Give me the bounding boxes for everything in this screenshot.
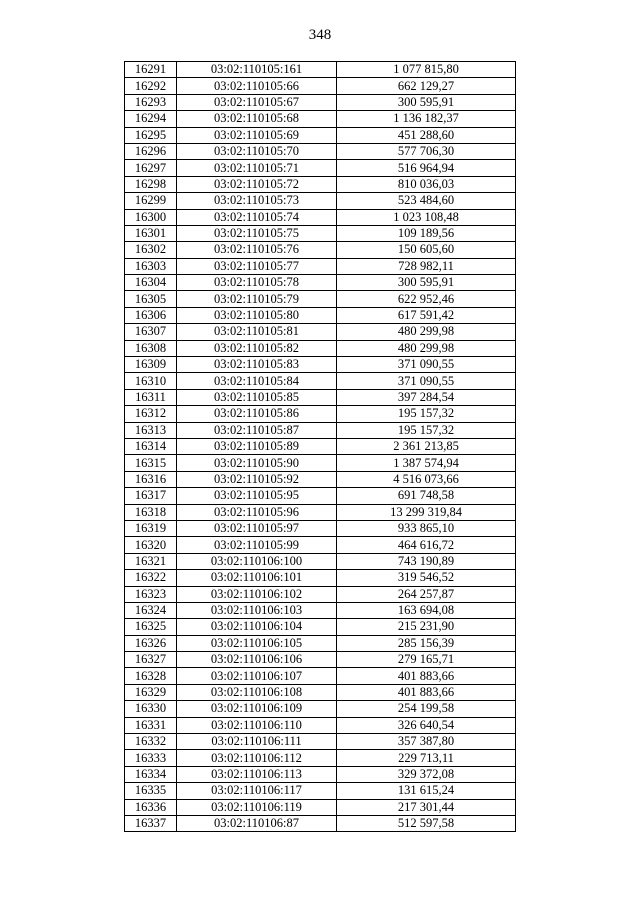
row-number-cell: 16327 xyxy=(125,652,177,668)
table-row xyxy=(125,127,516,143)
row-number-cell: 16309 xyxy=(125,357,177,373)
value-cell: 195 157,32 xyxy=(337,406,516,422)
table-row xyxy=(125,586,516,602)
table-row xyxy=(125,815,516,831)
value-cell: 357 387,80 xyxy=(337,734,516,750)
value-cell: 728 982,11 xyxy=(337,258,516,274)
table-row xyxy=(125,258,516,274)
value-cell: 326 640,54 xyxy=(337,717,516,733)
table-row xyxy=(125,570,516,586)
table-row xyxy=(125,209,516,225)
table-row xyxy=(125,504,516,520)
table-row xyxy=(125,455,516,471)
table-row xyxy=(125,111,516,127)
value-cell: 464 616,72 xyxy=(337,537,516,553)
row-number-cell: 16308 xyxy=(125,340,177,356)
table-row xyxy=(125,635,516,651)
cadastral-number-cell: 03:02:110106:107 xyxy=(177,668,337,684)
row-number-cell: 16316 xyxy=(125,471,177,487)
row-number-cell: 16295 xyxy=(125,127,177,143)
value-cell: 150 605,60 xyxy=(337,242,516,258)
row-number-cell: 16323 xyxy=(125,586,177,602)
cadastral-number-cell: 03:02:110105:75 xyxy=(177,225,337,241)
row-number-cell: 16314 xyxy=(125,438,177,454)
value-cell: 4 516 073,66 xyxy=(337,471,516,487)
cadastral-number-cell: 03:02:110106:102 xyxy=(177,586,337,602)
row-number-cell: 16315 xyxy=(125,455,177,471)
row-number-cell: 16297 xyxy=(125,160,177,176)
table-row xyxy=(125,750,516,766)
table-row xyxy=(125,406,516,422)
table-row xyxy=(125,78,516,94)
table-row xyxy=(125,176,516,192)
cadastral-number-cell: 03:02:110105:74 xyxy=(177,209,337,225)
table-row xyxy=(125,94,516,110)
cadastral-number-cell: 03:02:110105:72 xyxy=(177,176,337,192)
row-number-cell: 16317 xyxy=(125,488,177,504)
cadastral-number-cell: 03:02:110105:69 xyxy=(177,127,337,143)
row-number-cell: 16293 xyxy=(125,94,177,110)
row-number-cell: 16324 xyxy=(125,602,177,618)
cadastral-number-cell: 03:02:110106:112 xyxy=(177,750,337,766)
value-cell: 371 090,55 xyxy=(337,373,516,389)
value-cell: 480 299,98 xyxy=(337,324,516,340)
row-number-cell: 16330 xyxy=(125,701,177,717)
value-cell: 215 231,90 xyxy=(337,619,516,635)
table-row xyxy=(125,717,516,733)
table-row xyxy=(125,438,516,454)
cadastral-number-cell: 03:02:110105:90 xyxy=(177,455,337,471)
cadastral-number-cell: 03:02:110105:66 xyxy=(177,78,337,94)
row-number-cell: 16318 xyxy=(125,504,177,520)
value-cell: 933 865,10 xyxy=(337,520,516,536)
cadastral-number-cell: 03:02:110105:83 xyxy=(177,357,337,373)
cadastral-number-cell: 03:02:110106:113 xyxy=(177,766,337,782)
value-cell: 285 156,39 xyxy=(337,635,516,651)
table-row xyxy=(125,471,516,487)
row-number-cell: 16320 xyxy=(125,537,177,553)
value-cell: 397 284,54 xyxy=(337,389,516,405)
cadastral-number-cell: 03:02:110106:119 xyxy=(177,799,337,815)
row-number-cell: 16331 xyxy=(125,717,177,733)
row-number-cell: 16300 xyxy=(125,209,177,225)
cadastral-number-cell: 03:02:110105:97 xyxy=(177,520,337,536)
row-number-cell: 16310 xyxy=(125,373,177,389)
cadastral-number-cell: 03:02:110106:111 xyxy=(177,734,337,750)
row-number-cell: 16302 xyxy=(125,242,177,258)
value-cell: 109 189,56 xyxy=(337,225,516,241)
row-number-cell: 16337 xyxy=(125,815,177,831)
cadastral-number-cell: 03:02:110106:106 xyxy=(177,652,337,668)
registry-table xyxy=(124,61,516,832)
value-cell: 131 615,24 xyxy=(337,783,516,799)
row-number-cell: 16306 xyxy=(125,307,177,323)
cadastral-number-cell: 03:02:110105:68 xyxy=(177,111,337,127)
row-number-cell: 16296 xyxy=(125,143,177,159)
cadastral-number-cell: 03:02:110105:99 xyxy=(177,537,337,553)
row-number-cell: 16332 xyxy=(125,734,177,750)
cadastral-number-cell: 03:02:110105:78 xyxy=(177,275,337,291)
table-row xyxy=(125,422,516,438)
cadastral-number-cell: 03:02:110105:161 xyxy=(177,62,337,78)
value-cell: 617 591,42 xyxy=(337,307,516,323)
value-cell: 512 597,58 xyxy=(337,815,516,831)
row-number-cell: 16303 xyxy=(125,258,177,274)
table-row xyxy=(125,537,516,553)
row-number-cell: 16328 xyxy=(125,668,177,684)
cadastral-number-cell: 03:02:110105:85 xyxy=(177,389,337,405)
table-row xyxy=(125,275,516,291)
value-cell: 217 301,44 xyxy=(337,799,516,815)
row-number-cell: 16319 xyxy=(125,520,177,536)
row-number-cell: 16307 xyxy=(125,324,177,340)
row-number-cell: 16304 xyxy=(125,275,177,291)
cadastral-number-cell: 03:02:110105:87 xyxy=(177,422,337,438)
cadastral-number-cell: 03:02:110105:71 xyxy=(177,160,337,176)
table-row xyxy=(125,652,516,668)
cadastral-number-cell: 03:02:110106:103 xyxy=(177,602,337,618)
value-cell: 401 883,66 xyxy=(337,668,516,684)
table-row xyxy=(125,193,516,209)
table-row xyxy=(125,373,516,389)
cadastral-number-cell: 03:02:110105:77 xyxy=(177,258,337,274)
row-number-cell: 16321 xyxy=(125,553,177,569)
cadastral-number-cell: 03:02:110106:87 xyxy=(177,815,337,831)
cadastral-number-cell: 03:02:110105:79 xyxy=(177,291,337,307)
row-number-cell: 16313 xyxy=(125,422,177,438)
table-row xyxy=(125,307,516,323)
value-cell: 254 199,58 xyxy=(337,701,516,717)
value-cell: 195 157,32 xyxy=(337,422,516,438)
value-cell: 1 387 574,94 xyxy=(337,455,516,471)
row-number-cell: 16336 xyxy=(125,799,177,815)
value-cell: 13 299 319,84 xyxy=(337,504,516,520)
value-cell: 2 361 213,85 xyxy=(337,438,516,454)
row-number-cell: 16312 xyxy=(125,406,177,422)
cadastral-number-cell: 03:02:110105:95 xyxy=(177,488,337,504)
value-cell: 319 546,52 xyxy=(337,570,516,586)
value-cell: 577 706,30 xyxy=(337,143,516,159)
value-cell: 480 299,98 xyxy=(337,340,516,356)
cadastral-number-cell: 03:02:110105:80 xyxy=(177,307,337,323)
cadastral-number-cell: 03:02:110105:76 xyxy=(177,242,337,258)
value-cell: 279 165,71 xyxy=(337,652,516,668)
table-row xyxy=(125,291,516,307)
value-cell: 300 595,91 xyxy=(337,275,516,291)
value-cell: 264 257,87 xyxy=(337,586,516,602)
row-number-cell: 16301 xyxy=(125,225,177,241)
table-row xyxy=(125,783,516,799)
cadastral-number-cell: 03:02:110105:89 xyxy=(177,438,337,454)
cadastral-number-cell: 03:02:110106:101 xyxy=(177,570,337,586)
cadastral-number-cell: 03:02:110106:100 xyxy=(177,553,337,569)
table-row xyxy=(125,766,516,782)
page-number: 348 xyxy=(308,27,332,43)
cadastral-number-cell: 03:02:110106:110 xyxy=(177,717,337,733)
value-cell: 1 136 182,37 xyxy=(337,111,516,127)
row-number-cell: 16311 xyxy=(125,389,177,405)
value-cell: 371 090,55 xyxy=(337,357,516,373)
cadastral-number-cell: 03:02:110105:96 xyxy=(177,504,337,520)
cadastral-number-cell: 03:02:110106:105 xyxy=(177,635,337,651)
value-cell: 662 129,27 xyxy=(337,78,516,94)
table-row xyxy=(125,668,516,684)
cadastral-number-cell: 03:02:110105:73 xyxy=(177,193,337,209)
value-cell: 810 036,03 xyxy=(337,176,516,192)
row-number-cell: 16322 xyxy=(125,570,177,586)
row-number-cell: 16291 xyxy=(125,62,177,78)
table-row xyxy=(125,488,516,504)
value-cell: 401 883,66 xyxy=(337,684,516,700)
table-row xyxy=(125,389,516,405)
cadastral-number-cell: 03:02:110105:92 xyxy=(177,471,337,487)
cadastral-number-cell: 03:02:110105:84 xyxy=(177,373,337,389)
value-cell: 516 964,94 xyxy=(337,160,516,176)
table-row xyxy=(125,242,516,258)
table-row xyxy=(125,553,516,569)
row-number-cell: 16305 xyxy=(125,291,177,307)
cadastral-number-cell: 03:02:110105:86 xyxy=(177,406,337,422)
value-cell: 743 190,89 xyxy=(337,553,516,569)
row-number-cell: 16335 xyxy=(125,783,177,799)
table-row xyxy=(125,143,516,159)
value-cell: 300 595,91 xyxy=(337,94,516,110)
value-cell: 523 484,60 xyxy=(337,193,516,209)
table-row xyxy=(125,340,516,356)
table-row xyxy=(125,799,516,815)
row-number-cell: 16333 xyxy=(125,750,177,766)
table-row xyxy=(125,734,516,750)
table-row xyxy=(125,324,516,340)
table-row xyxy=(125,357,516,373)
table-row xyxy=(125,602,516,618)
row-number-cell: 16294 xyxy=(125,111,177,127)
value-cell: 1 077 815,80 xyxy=(337,62,516,78)
table-row xyxy=(125,160,516,176)
value-cell: 329 372,08 xyxy=(337,766,516,782)
value-cell: 1 023 108,48 xyxy=(337,209,516,225)
row-number-cell: 16329 xyxy=(125,684,177,700)
table-row xyxy=(125,701,516,717)
cadastral-number-cell: 03:02:110106:117 xyxy=(177,783,337,799)
value-cell: 229 713,11 xyxy=(337,750,516,766)
table-row xyxy=(125,619,516,635)
value-cell: 163 694,08 xyxy=(337,602,516,618)
table-row xyxy=(125,520,516,536)
cadastral-number-cell: 03:02:110106:108 xyxy=(177,684,337,700)
row-number-cell: 16292 xyxy=(125,78,177,94)
row-number-cell: 16334 xyxy=(125,766,177,782)
table-row xyxy=(125,225,516,241)
cadastral-number-cell: 03:02:110105:81 xyxy=(177,324,337,340)
cadastral-number-cell: 03:02:110105:67 xyxy=(177,94,337,110)
value-cell: 622 952,46 xyxy=(337,291,516,307)
cadastral-number-cell: 03:02:110105:70 xyxy=(177,143,337,159)
cadastral-number-cell: 03:02:110106:109 xyxy=(177,701,337,717)
row-number-cell: 16299 xyxy=(125,193,177,209)
cadastral-number-cell: 03:02:110106:104 xyxy=(177,619,337,635)
table-row xyxy=(125,62,516,78)
value-cell: 451 288,60 xyxy=(337,127,516,143)
table-row xyxy=(125,684,516,700)
row-number-cell: 16325 xyxy=(125,619,177,635)
cadastral-number-cell: 03:02:110105:82 xyxy=(177,340,337,356)
value-cell: 691 748,58 xyxy=(337,488,516,504)
row-number-cell: 16298 xyxy=(125,176,177,192)
row-number-cell: 16326 xyxy=(125,635,177,651)
registry-table-body xyxy=(125,62,516,832)
